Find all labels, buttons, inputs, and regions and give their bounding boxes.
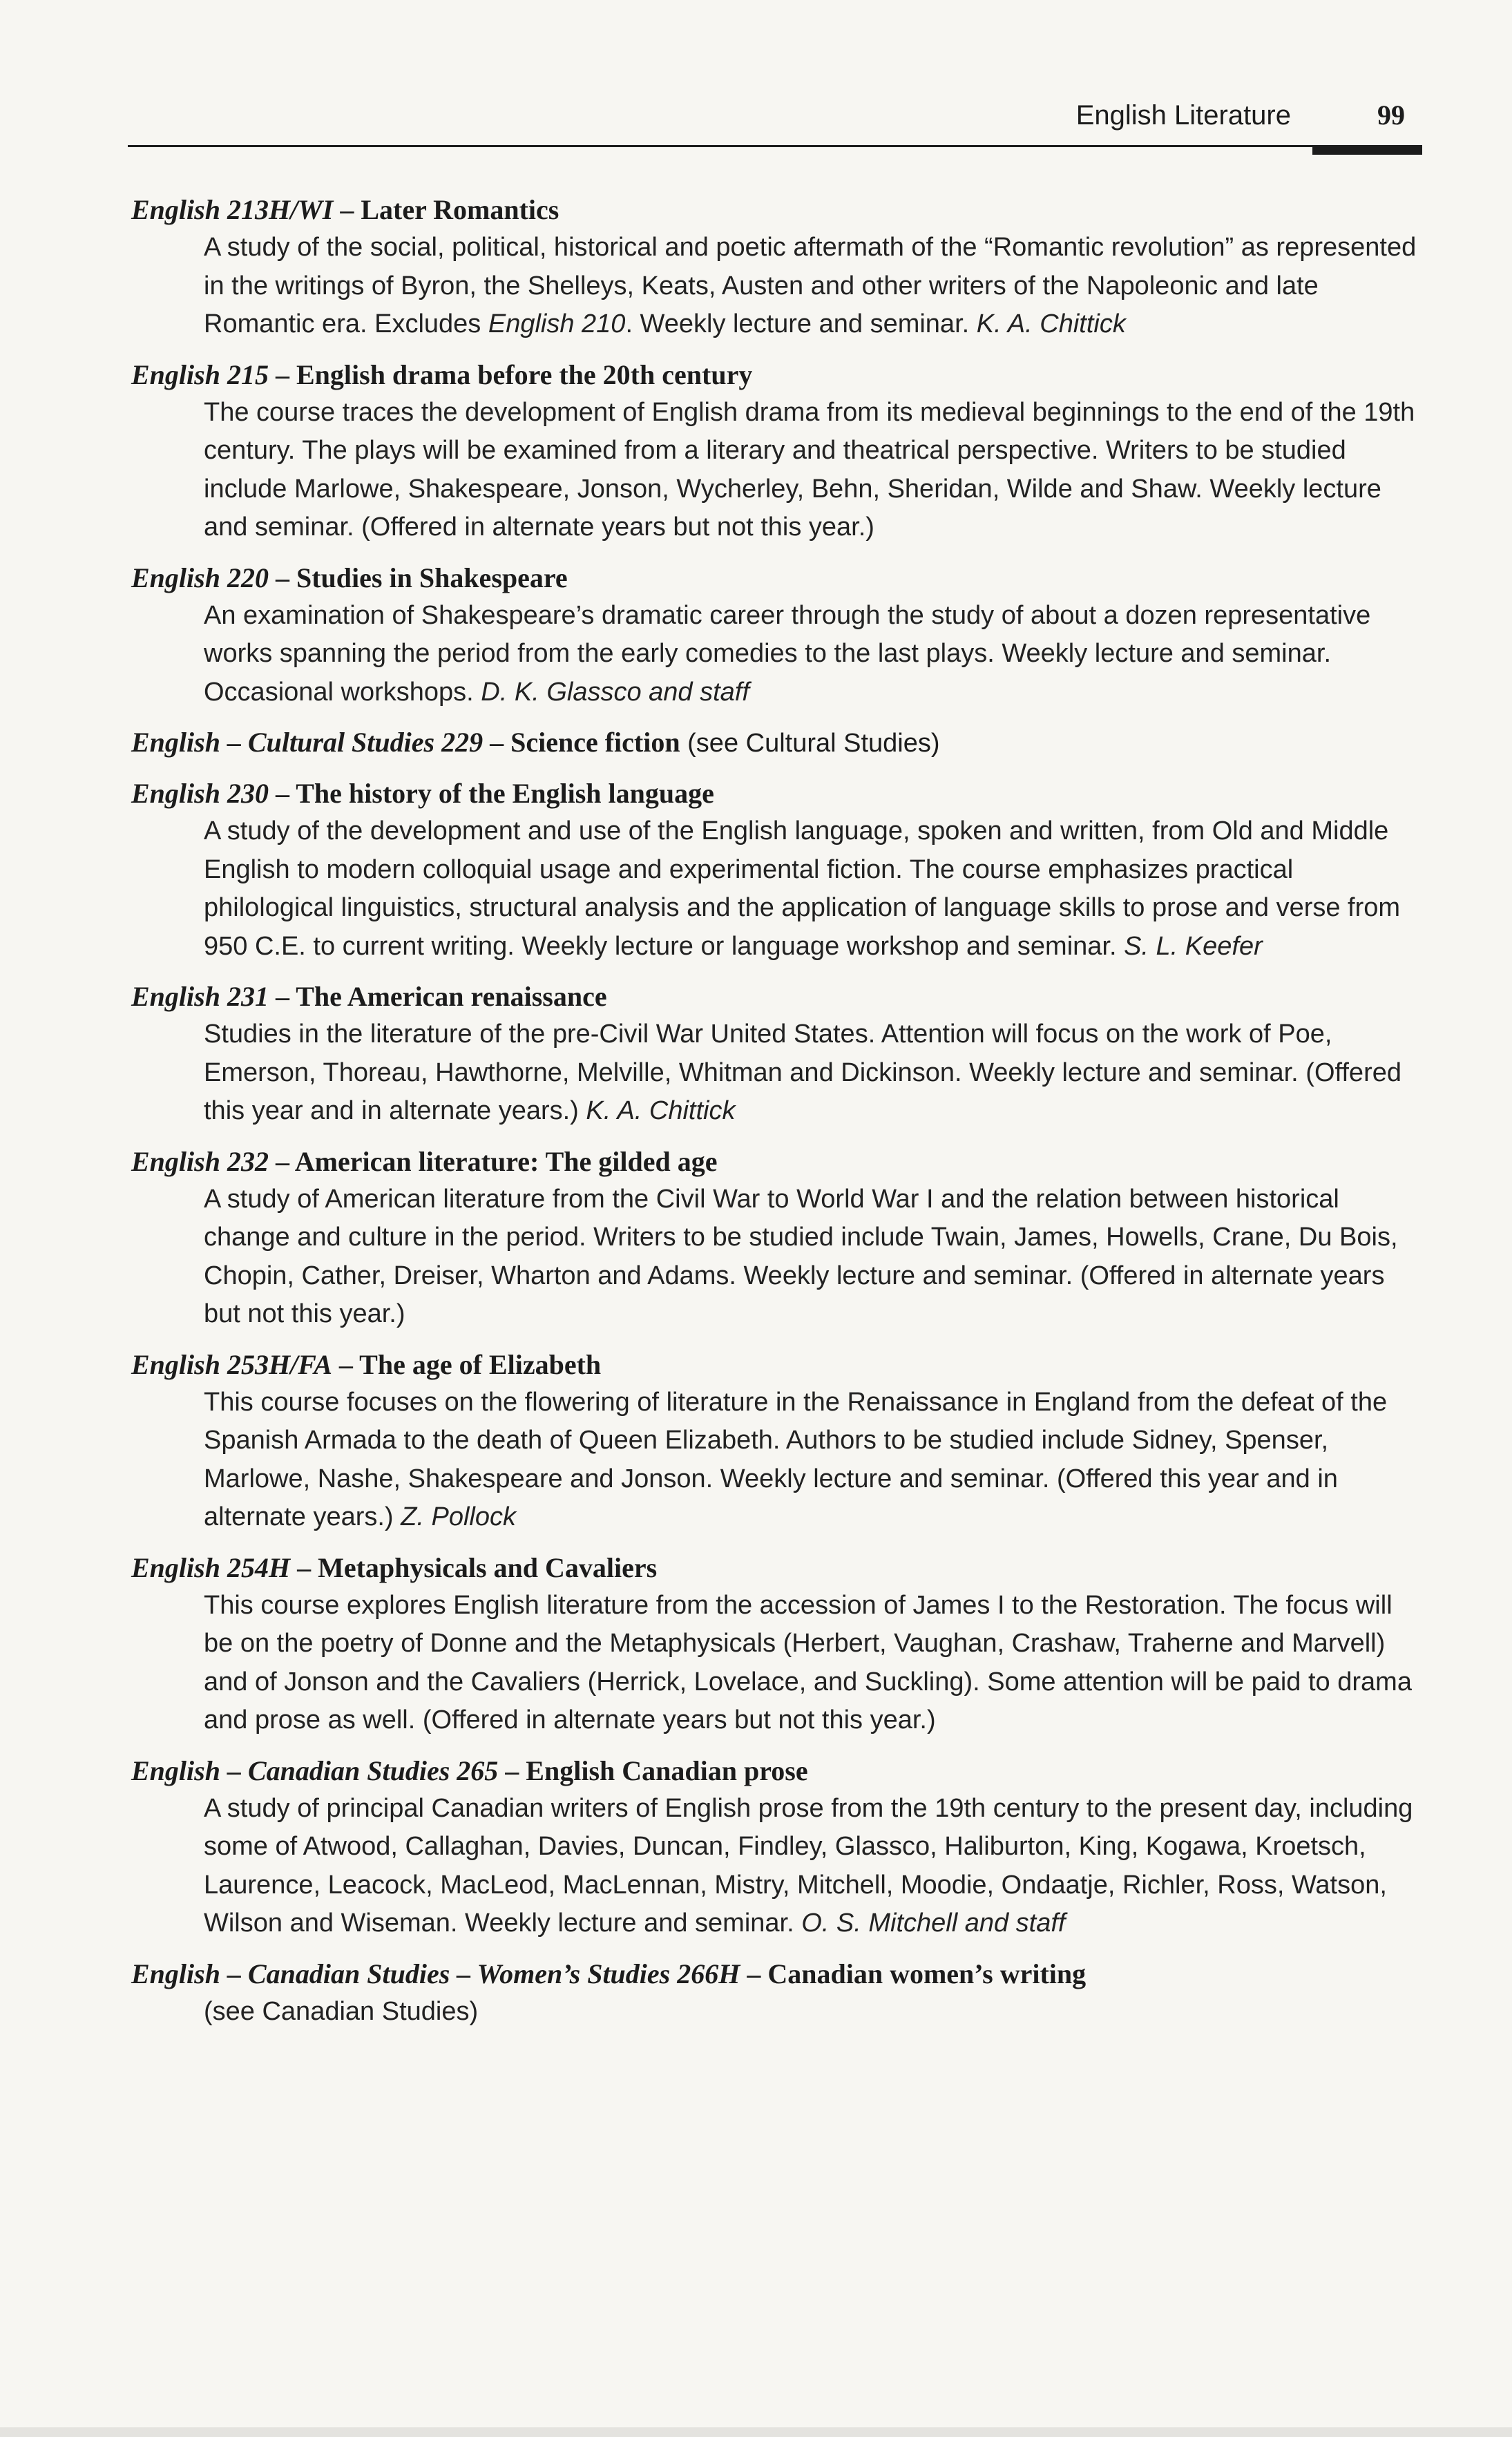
course-title: English Canadian prose — [526, 1755, 808, 1786]
course-title: Science fiction — [510, 727, 680, 758]
course-title: Canadian women’s writing — [767, 1958, 1087, 1989]
course-separator: – — [333, 194, 361, 225]
course-heading — [131, 977, 1423, 1015]
scan-edge-shadow — [0, 2427, 1512, 2437]
course-code: English 215 — [131, 359, 269, 390]
course-description — [204, 1384, 1423, 1537]
description-text: A study of the development and use of the English language, spoken and written, from Old and Middle English to modern colloquial usage and experimental fiction. The course emphasizes practical philological linguistics, structural analysis and the application of language skills to prose and verse from 950 C.E. to current writing. Weekly lecture or language workshop and seminar. — [204, 816, 1401, 961]
description-text: This course explores English literature from the accession of James I to the Restoration. The focus will be on the poetry of Donne and the Metaphysicals (Herbert, Vaughan, Crashaw, Traherne and Marvell) and of Jonson and the Cavaliers (Herrick, Lovelace, and Suckling). Some attention will be paid to drama and prose as well. (Offered in alternate years but not this year.) — [204, 1590, 1412, 1734]
course-code: English – Cultural Studies 229 — [131, 727, 484, 758]
page-header — [128, 97, 1422, 145]
instructor: S. L. Keefer — [1124, 931, 1263, 961]
course-code: English 220 — [131, 562, 269, 593]
course-entry — [131, 774, 1423, 966]
course-description — [204, 229, 1423, 344]
description-text: A study of the social, political, historical and poetic aftermath of the “Romantic revolution” as represented in the writings of Byron, the Shelleys, Keats, Austen and other writers of the Napoleonic and late Romantic era. Excludes — [204, 233, 1417, 338]
course-heading — [131, 191, 1423, 229]
course-entry — [131, 1955, 1423, 2032]
course-separator: – — [268, 778, 296, 809]
course-heading — [131, 774, 1423, 812]
course-heading — [131, 1143, 1423, 1181]
course-separator: – — [268, 359, 296, 390]
course-code: English 213H/WI — [131, 194, 334, 225]
course-title: American literature: The gilded age — [294, 1145, 718, 1177]
course-separator: – — [332, 1348, 360, 1380]
description-text: The course traces the development of English drama from its medieval beginnings to the end of the 19th century. The plays will be examined from a literary and theatrical perspective. Writers to be studied include Marlowe, Shakespeare, Jonson, Wycherley, Behn, Sheridan, Wilde and Shaw. Weekly lecture and seminar. (Offered in alternate years but not this year.) — [204, 397, 1415, 542]
course-separator: – — [268, 1145, 295, 1177]
course-entry — [131, 191, 1423, 344]
course-code: English 253H/FA — [131, 1348, 332, 1380]
course-code: English 230 — [131, 778, 269, 809]
description-text: A study of American literature from the Civil War to World War I and the relation between historical change and culture in the period. Writers to be studied include Twain, James, Howells, Crane, Du Bois, Chopin, Cather, Dreiser, Wharton and Adams. Weekly lecture and seminar. (Offered in alternate years but not this year.) — [204, 1184, 1398, 1328]
instructor: D. K. Glassco and staff — [481, 677, 749, 707]
course-heading — [131, 1752, 1423, 1790]
course-title: English drama before the 20th century — [296, 359, 753, 390]
course-entry — [131, 723, 1423, 763]
header-thumb-tab — [1312, 145, 1422, 155]
cross-reference: (see Canadian Studies) — [204, 1996, 479, 2026]
course-description — [204, 1015, 1423, 1131]
description-text: Studies in the literature of the pre-Civil War United States. Attention will focus on the work of Poe, Emerson, Thoreau, Hawthorne, Melville, Whitman and Dickinson. Weekly lecture and seminar. (Offered this year and in alternate years.) — [204, 1020, 1401, 1125]
course-separator: – — [498, 1755, 526, 1786]
course-entry — [131, 1549, 1423, 1740]
course-separator: – — [483, 727, 511, 758]
instructor: K. A. Chittick — [586, 1096, 736, 1125]
course-heading — [131, 559, 1423, 597]
course-title: Studies in Shakespeare — [296, 562, 568, 593]
course-description — [204, 597, 1423, 712]
description-text: A study of principal Canadian writers of English prose from the 19th century to the present day, including some of Atwood, Callaghan, Davies, Duncan, Findley, Glassco, Haliburton, King, Kogawa, Kroetsch, Laurence, Leacock, MacLeod, MacLennan, Mistry, Mitchell, Moodie, Ondaatje, Richler, Ross, Watson, Wilson and Wiseman. Weekly lecture and seminar. — [204, 1793, 1413, 1938]
course-code: English – Canadian Studies – Women’s Studies 266H — [131, 1958, 740, 1989]
cross-reference: (see Cultural Studies) — [680, 729, 940, 758]
course-title: The American renaissance — [296, 981, 607, 1012]
course-code: English 231 — [131, 981, 269, 1012]
course-heading — [131, 356, 1423, 394]
course-title: Later Romantics — [361, 194, 559, 225]
course-code: English 254H — [131, 1551, 291, 1583]
course-description — [204, 812, 1423, 966]
header-rule — [128, 145, 1422, 147]
page-number: 99 — [1377, 99, 1405, 131]
course-code: English 232 — [131, 1145, 269, 1177]
course-title: The history of the English language — [296, 778, 714, 809]
description-text: An examination of Shakespeare’s dramatic career through the study of about a dozen representative works spanning the period from the early comedies to the last plays. Weekly lecture and seminar. Occasional workshops. — [204, 600, 1371, 707]
course-list — [131, 191, 1423, 2043]
course-entry — [131, 1346, 1423, 1537]
instructor: Z. Pollock — [401, 1502, 516, 1531]
course-entry — [131, 1752, 1423, 1943]
course-description — [204, 1790, 1423, 1943]
course-description — [204, 1993, 1423, 2032]
course-entry — [131, 1143, 1423, 1334]
course-heading — [131, 1549, 1423, 1587]
course-title: The age of Elizabeth — [359, 1348, 602, 1380]
description-text: This course focuses on the flowering of literature in the Renaissance in England from the defeat of the Spanish Armada to the death of Queen Elizabeth. Authors to be studied include Sidney, Spenser, Marlowe, Nashe, Shakespeare and Jonson. Weekly lecture and seminar. (Offered this year and in alternate years.) — [204, 1387, 1388, 1531]
course-entry — [131, 559, 1423, 712]
course-description — [204, 1587, 1423, 1740]
course-separator: – — [268, 562, 296, 593]
course-description — [204, 1181, 1423, 1334]
course-separator: – — [268, 981, 296, 1012]
course-description — [204, 394, 1423, 547]
instructor: O. S. Mitchell and staff — [801, 1909, 1066, 1938]
course-entry — [131, 356, 1423, 547]
excluded-course-ref: English 210 — [488, 309, 626, 338]
course-separator: – — [290, 1551, 318, 1583]
running-head-title: English Literature — [1075, 100, 1291, 131]
course-heading — [131, 1955, 1423, 1993]
course-entry — [131, 977, 1423, 1131]
course-separator: – — [740, 1958, 768, 1989]
course-code: English – Canadian Studies 265 — [131, 1755, 499, 1786]
course-title: Metaphysicals and Cavaliers — [318, 1551, 658, 1583]
instructor: K. A. Chittick — [976, 309, 1126, 338]
course-heading — [131, 723, 1423, 763]
description-text-cont: . Weekly lecture and seminar. — [625, 309, 977, 338]
course-heading — [131, 1346, 1423, 1384]
